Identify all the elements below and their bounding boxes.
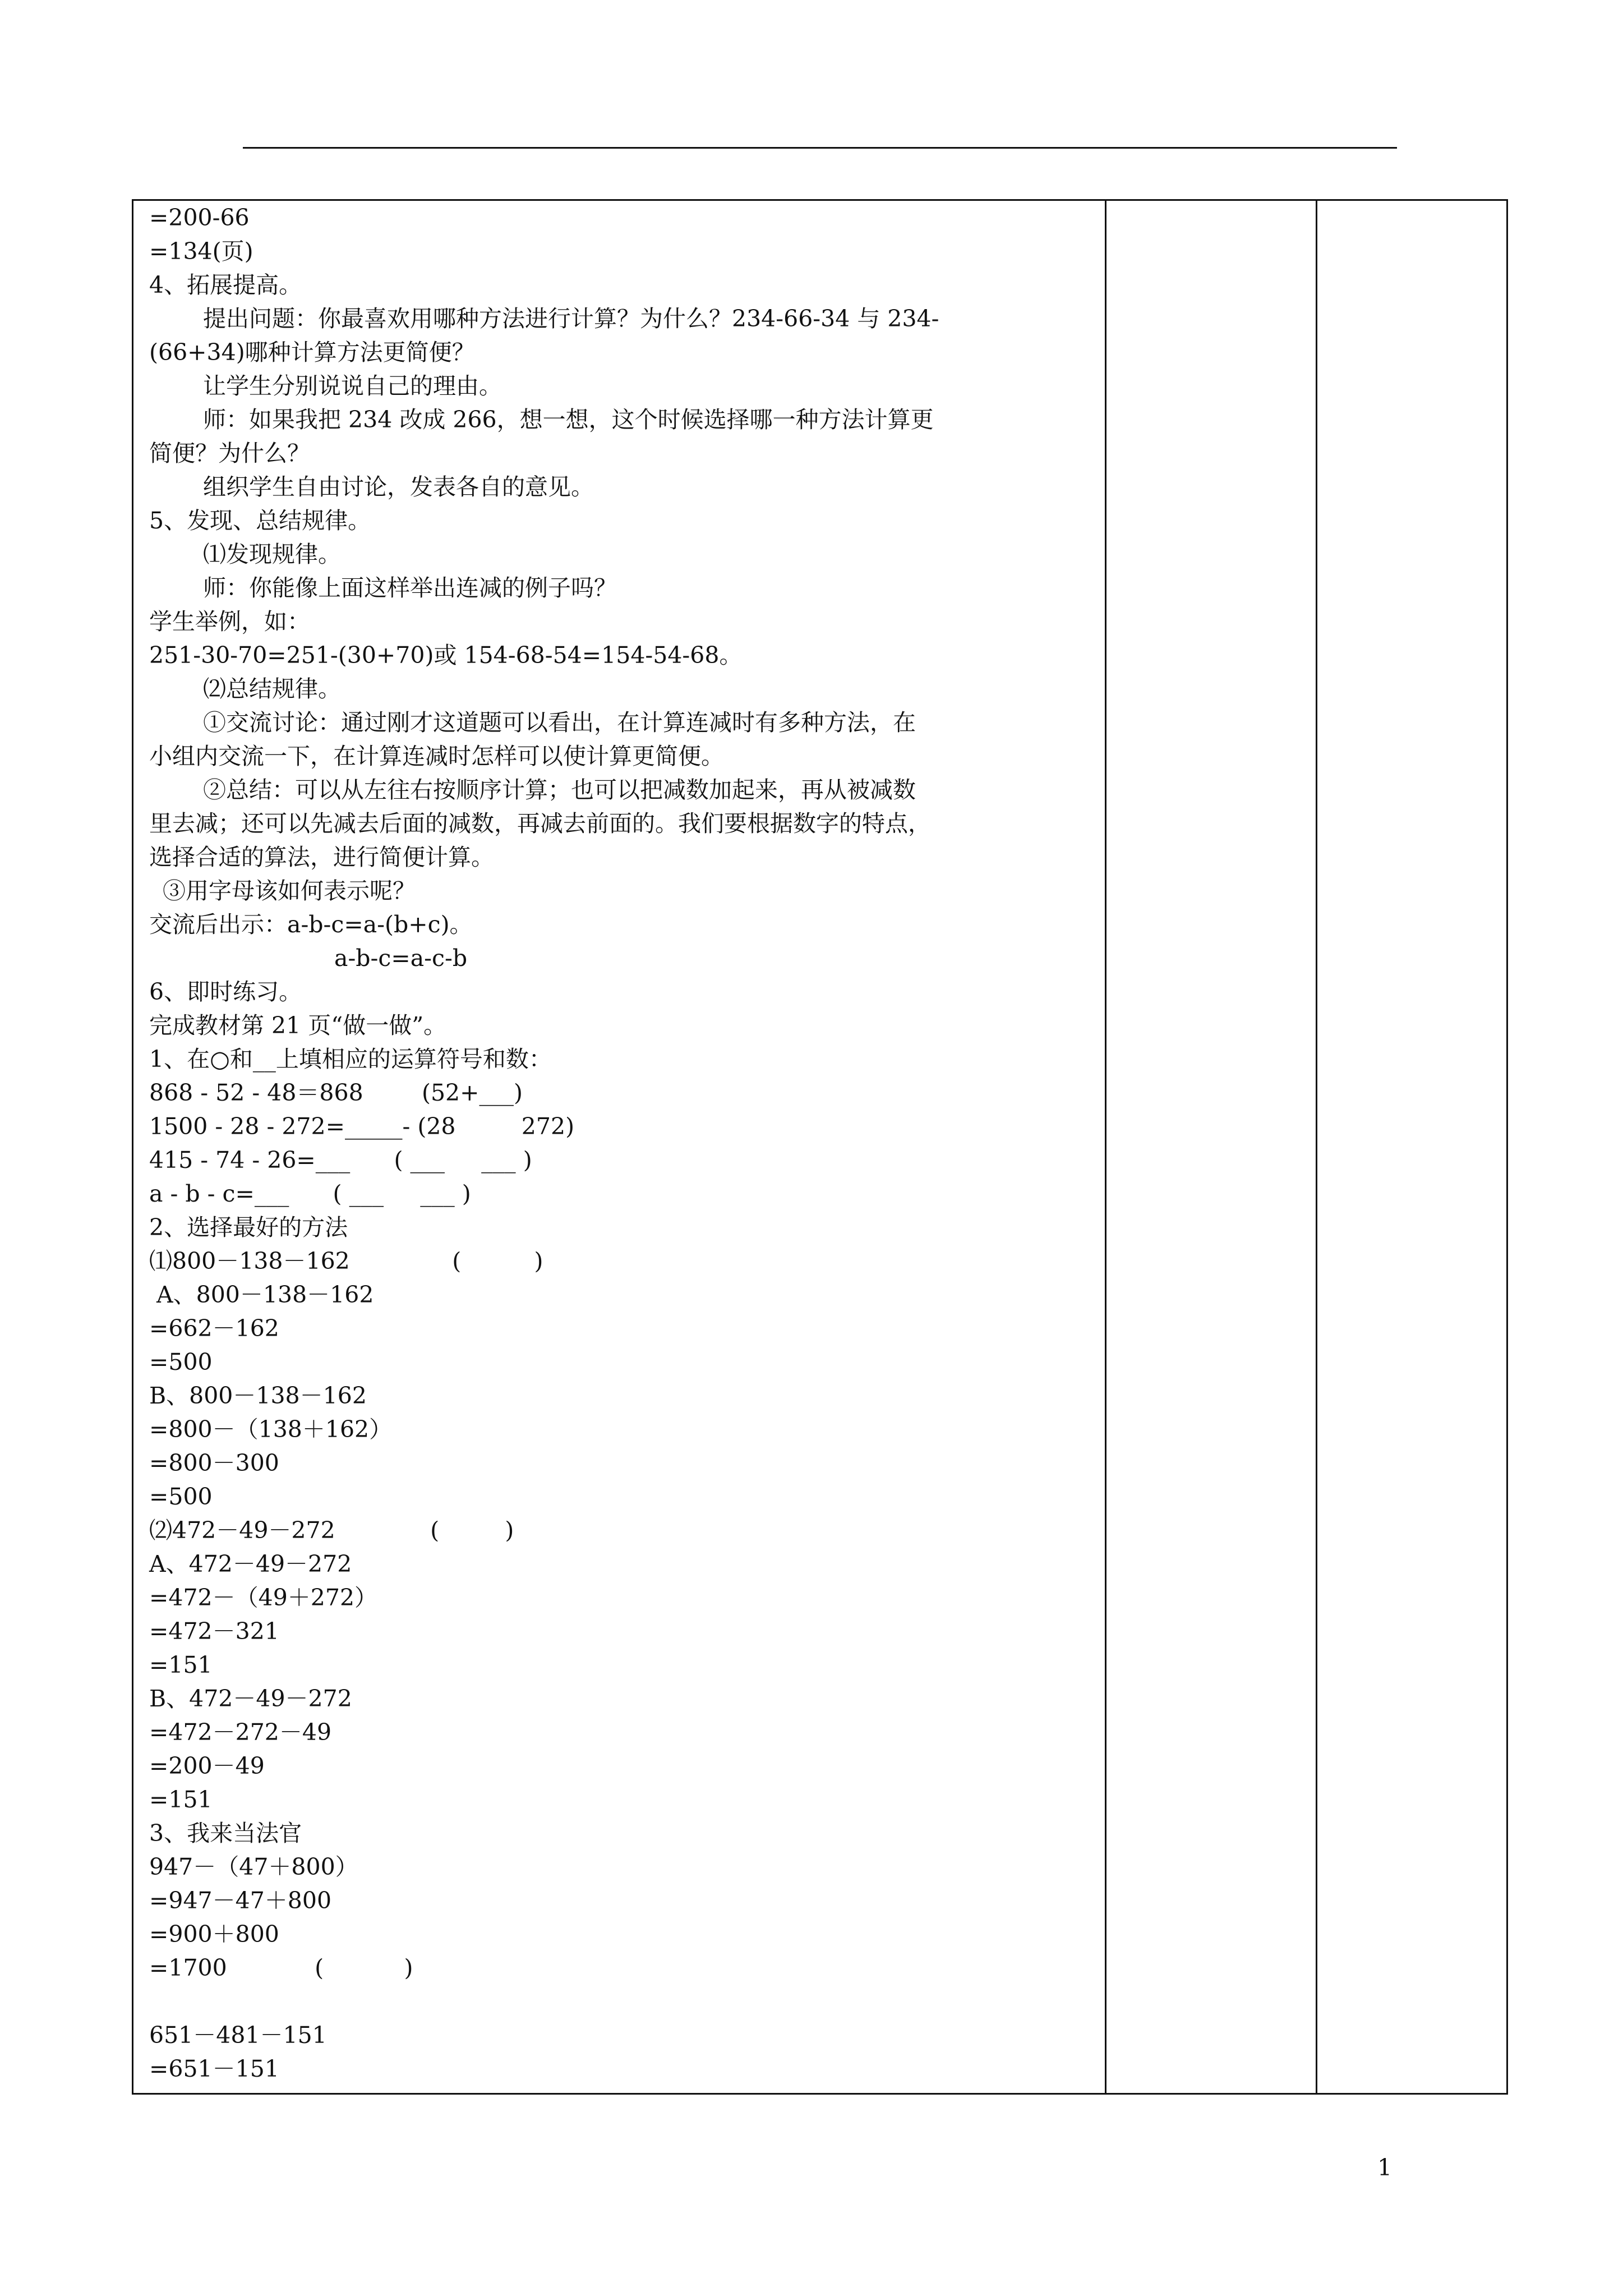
text-line: =1700 ( ): [149, 1954, 413, 1981]
header-rule: [243, 147, 1397, 149]
text-line: =500: [149, 1483, 213, 1510]
text-line: =134(页): [149, 238, 253, 265]
text-line: 2、选择最好的方法: [149, 1214, 348, 1241]
column-divider: [1105, 201, 1106, 2093]
text-line: (66+34)哪种计算方法更简便？: [149, 339, 475, 366]
text-line: ⑵472－49－272 ( ): [149, 1517, 514, 1544]
text-line: 小组内交流一下，在计算连减时怎样可以使计算更简便。: [149, 743, 724, 770]
lesson-table: [132, 199, 1508, 2095]
text-line: =900＋800: [149, 1921, 279, 1948]
text-line: [149, 1985, 1100, 2018]
text-line: =200－49: [149, 1752, 265, 1779]
text-line: 学生举例，如：: [149, 608, 310, 635]
text-line: =472－（49＋272）: [149, 1584, 378, 1611]
text-line: =200-66: [149, 204, 250, 231]
text-line: B、800－138－162: [149, 1382, 367, 1409]
text-line: 简便？为什么？: [149, 440, 310, 467]
text-line: =800－300: [149, 1450, 279, 1476]
text-line: 师：如果我把 234 改成 266，想一想，这个时候选择哪一种方法计算更: [203, 406, 934, 433]
column-divider: [1316, 201, 1317, 2093]
text-line: 3、我来当法官: [149, 1820, 302, 1847]
text-line: =472－272－49: [149, 1719, 332, 1746]
text-line: =947－47＋800: [149, 1887, 332, 1914]
text-line: ⑴800－138－162 ( ): [149, 1248, 543, 1274]
text-line: ⑴发现规律。: [203, 541, 341, 568]
text-line: A、800－138－162: [149, 1281, 374, 1308]
text-line: ⑵总结规律。: [203, 675, 341, 702]
text-line: 5、发现、总结规律。: [149, 507, 371, 534]
text-line: 6、即时练习。: [149, 978, 302, 1005]
text-line: A、472－49－272: [149, 1550, 352, 1577]
text-line: 1、在○和__上填相应的运算符号和数：: [149, 1046, 552, 1073]
text-line: ②总结：可以从左往右按顺序计算；也可以把减数加起来，再从被减数: [203, 776, 916, 803]
text-line: 选择合适的算法，进行简便计算。: [149, 844, 494, 871]
text-line: 让学生分别说说自己的理由。: [203, 372, 502, 399]
text-line: =472－321: [149, 1618, 279, 1645]
text-line: 完成教材第 21 页“做一做”。: [149, 1012, 447, 1039]
text-line: ①交流讨论：通过刚才这道题可以看出，在计算连减时有多种方法，在: [203, 709, 916, 736]
text-line: a - b - c=___ ( ___ ___ ): [149, 1180, 471, 1207]
page-number: 1: [1377, 2154, 1393, 2181]
text-line: ③用字母该如何表示呢？: [163, 877, 416, 904]
text-line: 组织学生自由讨论，发表各自的意见。: [203, 473, 594, 500]
text-line: 1500 - 28 - 272=_____- (28 272): [149, 1113, 575, 1140]
text-line: =800－（138＋162）: [149, 1416, 393, 1443]
text-line: 415 - 74 - 26=___ ( ___ ___ ): [149, 1147, 532, 1174]
lesson-content-cell: [149, 201, 1100, 2086]
text-line: =662－162: [149, 1315, 279, 1342]
text-line: =651－151: [149, 2055, 279, 2082]
text-line: 251-30-70=251-(30+70)或 154-68-54=154-54-68。: [149, 642, 743, 669]
text-line: 提出问题：你最喜欢用哪种方法进行计算？为什么？234-66-34 与 234-: [203, 305, 939, 332]
text-line: =151: [149, 1651, 213, 1678]
text-line: =151: [149, 1786, 213, 1813]
text-line: 师：你能像上面这样举出连减的例子吗？: [203, 574, 617, 601]
text-line: =500: [149, 1349, 213, 1375]
text-line: 868 - 52 - 48＝868 (52+___): [149, 1079, 523, 1106]
text-line: 交流后出示：a-b-c=a-(b+c)。: [149, 911, 473, 938]
text-line: B、472－49－272: [149, 1685, 352, 1712]
text-line: a-b-c=a-c-b: [334, 945, 468, 972]
text-line: 里去减；还可以先减去后面的减数，再减去前面的。我们要根据数字的特点，: [149, 810, 931, 837]
text-line: 947－（47＋800）: [149, 1853, 358, 1880]
text-line: 651－481－151: [149, 2022, 327, 2049]
text-line: 4、拓展提高。: [149, 272, 302, 298]
